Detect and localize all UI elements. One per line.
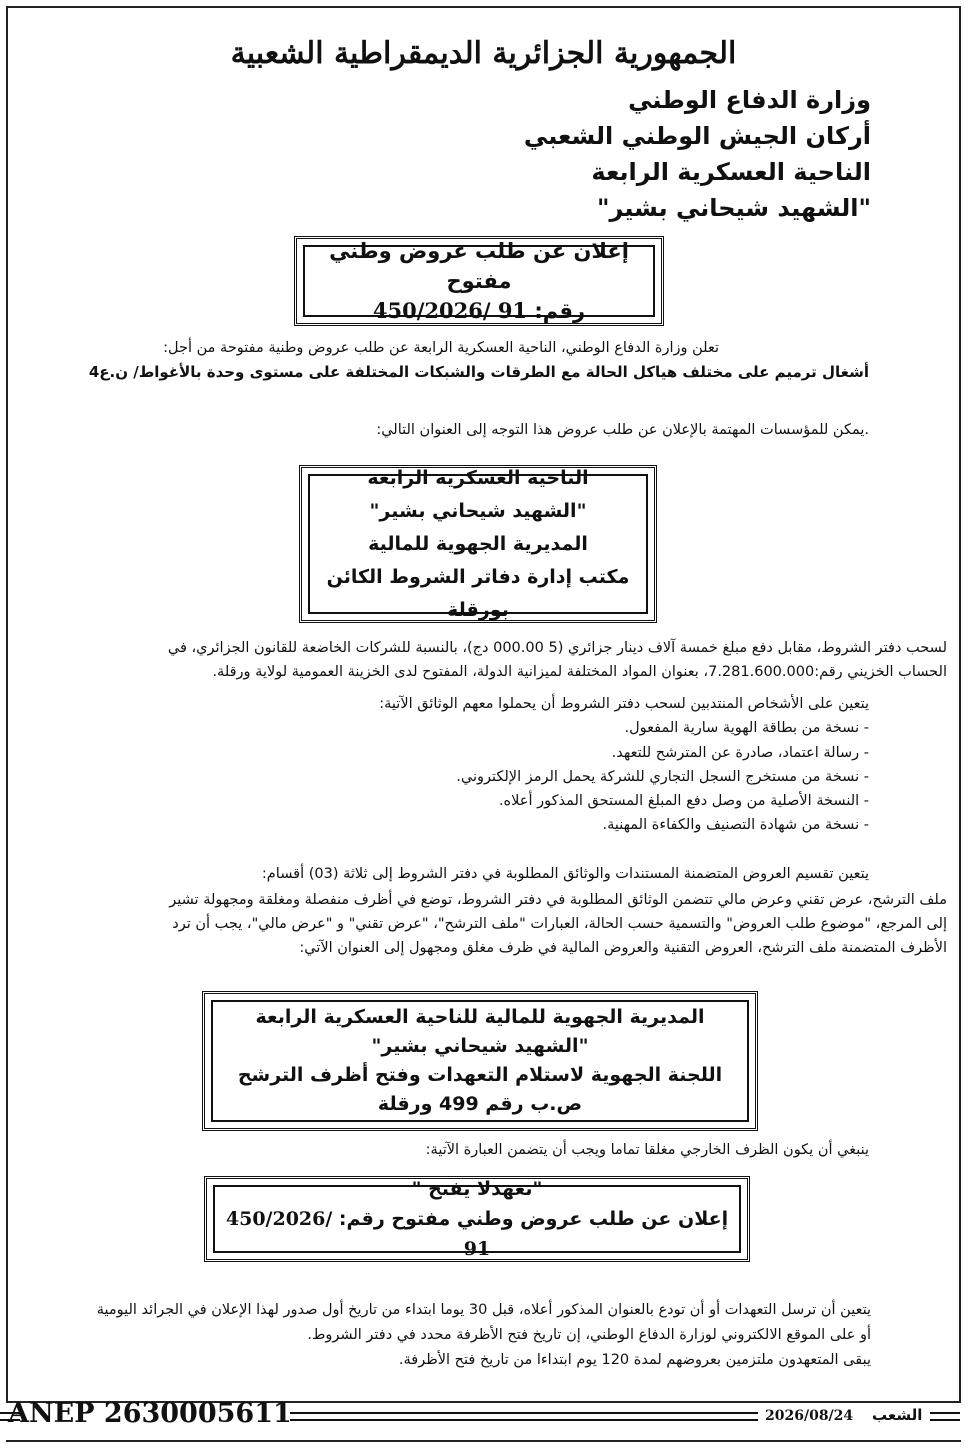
fee-line-1: لسحب دفتر الشروط، مقابل دفع مبلغ خمسة آلاف دينار جزائري (5 000.00 دج)، بالنسبة للشركات الخاضعة للقانون الجزائري، في — [167, 640, 947, 656]
address-line-1: الناحية العسكرية الرابعة — [367, 466, 589, 489]
document-item: - نسخة من مستخرج السجل التجاري للشركة يحمل الرمز الإلكتروني. — [456, 768, 869, 785]
bottom-rule — [6, 1440, 961, 1442]
staff-line: أركان الجيش الوطني الشعبي — [523, 122, 871, 150]
submission-line-3: إلى المرجع، "موضوع طلب العروض" والتسمية حسب الحالة، العبارات "ملف الترشح"، "عرض تقني" و "عرض مالي"، يجب أن ترد — [172, 916, 947, 932]
address-line-2: "الشهيد شيحاني بشير" — [369, 499, 587, 522]
newspaper-name: الشعب — [872, 1406, 923, 1424]
committee-line-1: المديرية الجهوية للمالية للناحية العسكرية الرابعة — [255, 1006, 705, 1028]
submission-line-1: يتعين تقسيم العروض المتضمنة المستندات والوثائق المطلوبة في دفتر الشروط إلى ثلاثة (03) أقسام: — [261, 866, 869, 882]
number-value: 450/2026/ 91 — [372, 298, 528, 323]
committee-box — [202, 991, 758, 1131]
deadline-section — [11, 1298, 871, 1373]
publication-date: 2026/08/24 — [765, 1408, 854, 1424]
committee-line-3: اللجنة الجهوية لاستلام التعهدات وفتح أظرف الترشح — [237, 1064, 723, 1086]
committee-line-2: "الشهيد شيحاني بشير" — [371, 1035, 589, 1057]
intro-line-1: تعلن وزارة الدفاع الوطني، الناحية العسكرية الرابعة عن طلب عروض وطنية مفتوحة من أجل: — [163, 340, 719, 356]
submission-line-4: الأظرف المتضمنة ملف الترشح، العروض التقنية والعروض المالية في ظرف مغلق ومجهول إلى العنوان الآتي: — [299, 940, 947, 956]
address-intro: .يمكن للمؤسسات المهتمة بالإعلان عن طلب عروض هذا التوجه إلى العنوان التالي: — [376, 422, 869, 438]
documents-list — [69, 692, 869, 838]
deadline-line-1: يتعين أن ترسل التعهدات أو أن تودع بالعنوان المذكور أعلاه، قبل 30 يوما ابتداء من تاريخ أول صدور لهذا الإعلان في الجرائد اليومية — [96, 1302, 871, 1318]
documents-intro: يتعين على الأشخاص المنتدبين لسحب دفتر الشروط أن يحملوا معهم الوثائق الآتية: — [379, 696, 869, 712]
committee-line-4: ص.ب رقم 499 ورقلة — [377, 1093, 583, 1115]
republic-title: الجمهورية الجزائرية الديمقراطية الشعبية — [230, 36, 737, 71]
submission-line-2: ملف الترشح، عرض تقني وعرض مالي تتضمن الوثائق المطلوبة في دفتر الشروط، توضع في أظرف منفصلة ومغلقة ومجهولة تشير — [169, 892, 947, 908]
issuer-header — [524, 82, 871, 226]
document-item: - النسخة الأصلية من وصل دفع المبلغ المستحق المذكور أعلاه. — [498, 793, 869, 810]
address-line-4: مكتب إدارة دفاتر الشروط الكائن بورقلة — [326, 565, 630, 621]
document-item: - نسخة من بطاقة الهوية سارية المفعول. — [624, 720, 869, 737]
envelope-line-2 — [215, 1204, 739, 1264]
title-line: إعلان عن طلب عروض وطني مفتوح — [329, 239, 629, 293]
footer-rule-middle — [290, 1412, 758, 1421]
document-item: - نسخة من شهادة التصنيف والكفاءة المهنية. — [602, 817, 869, 834]
address-line-3: المديرية الجهوية للمالية — [368, 532, 588, 555]
envelope-note: ينبغي أن يكون الظرف الخارجي مغلقا تماما ويجب أن يتضمن العبارة الآتية: — [425, 1142, 869, 1158]
region-line: الناحية العسكرية الرابعة — [591, 158, 871, 186]
footer-rule-right — [930, 1412, 960, 1421]
document-item: - رسالة اعتماد، صادرة عن المترشح للتعهد. — [611, 744, 869, 761]
envelope-box — [204, 1176, 750, 1262]
envelope-line-1: "تعهدلا يفتح " — [411, 1178, 543, 1200]
envelope-number: 450/2026/ 91 — [225, 1208, 491, 1260]
address-box — [299, 465, 657, 623]
number-label: رقم: — [534, 299, 586, 323]
martyr-line: "الشهيد شيحاني بشير" — [596, 194, 871, 222]
deadline-line-3: يبقى المتعهدون ملتزمين بعروضهم لمدة 120 يوم ابتداءا من تاريخ فتح الأظرفة. — [398, 1352, 871, 1368]
title-box — [294, 236, 664, 326]
intro-subject: أشغال ترميم على مختلف هياكل الحالة مع الطرقات والشبكات المختلفة على مستوى وحدة بالأغواط/ ن.ع4 — [88, 363, 869, 381]
deadline-line-2: أو على الموقع الالكتروني لوزارة الدفاع الوطني، إن تاريخ فتح الأظرفة محدد في دفتر الشروط. — [307, 1327, 871, 1343]
ministry-line: وزارة الدفاع الوطني — [628, 86, 871, 114]
envelope-title: إعلان عن طلب عروض وطني مفتوح رقم: — [338, 1208, 729, 1230]
anep-reference: ANEP 2630005611 — [8, 1398, 292, 1429]
announcement-page — [6, 6, 961, 1403]
title-number-line — [305, 296, 653, 326]
fee-line-2: الحساب الخزيني رقم:7.281.600.000، بعنوان المواد المختلفة لميزانية الدولة، المفتوح لدى الخزينة العمومية لولاية ورقلة. — [212, 664, 947, 680]
